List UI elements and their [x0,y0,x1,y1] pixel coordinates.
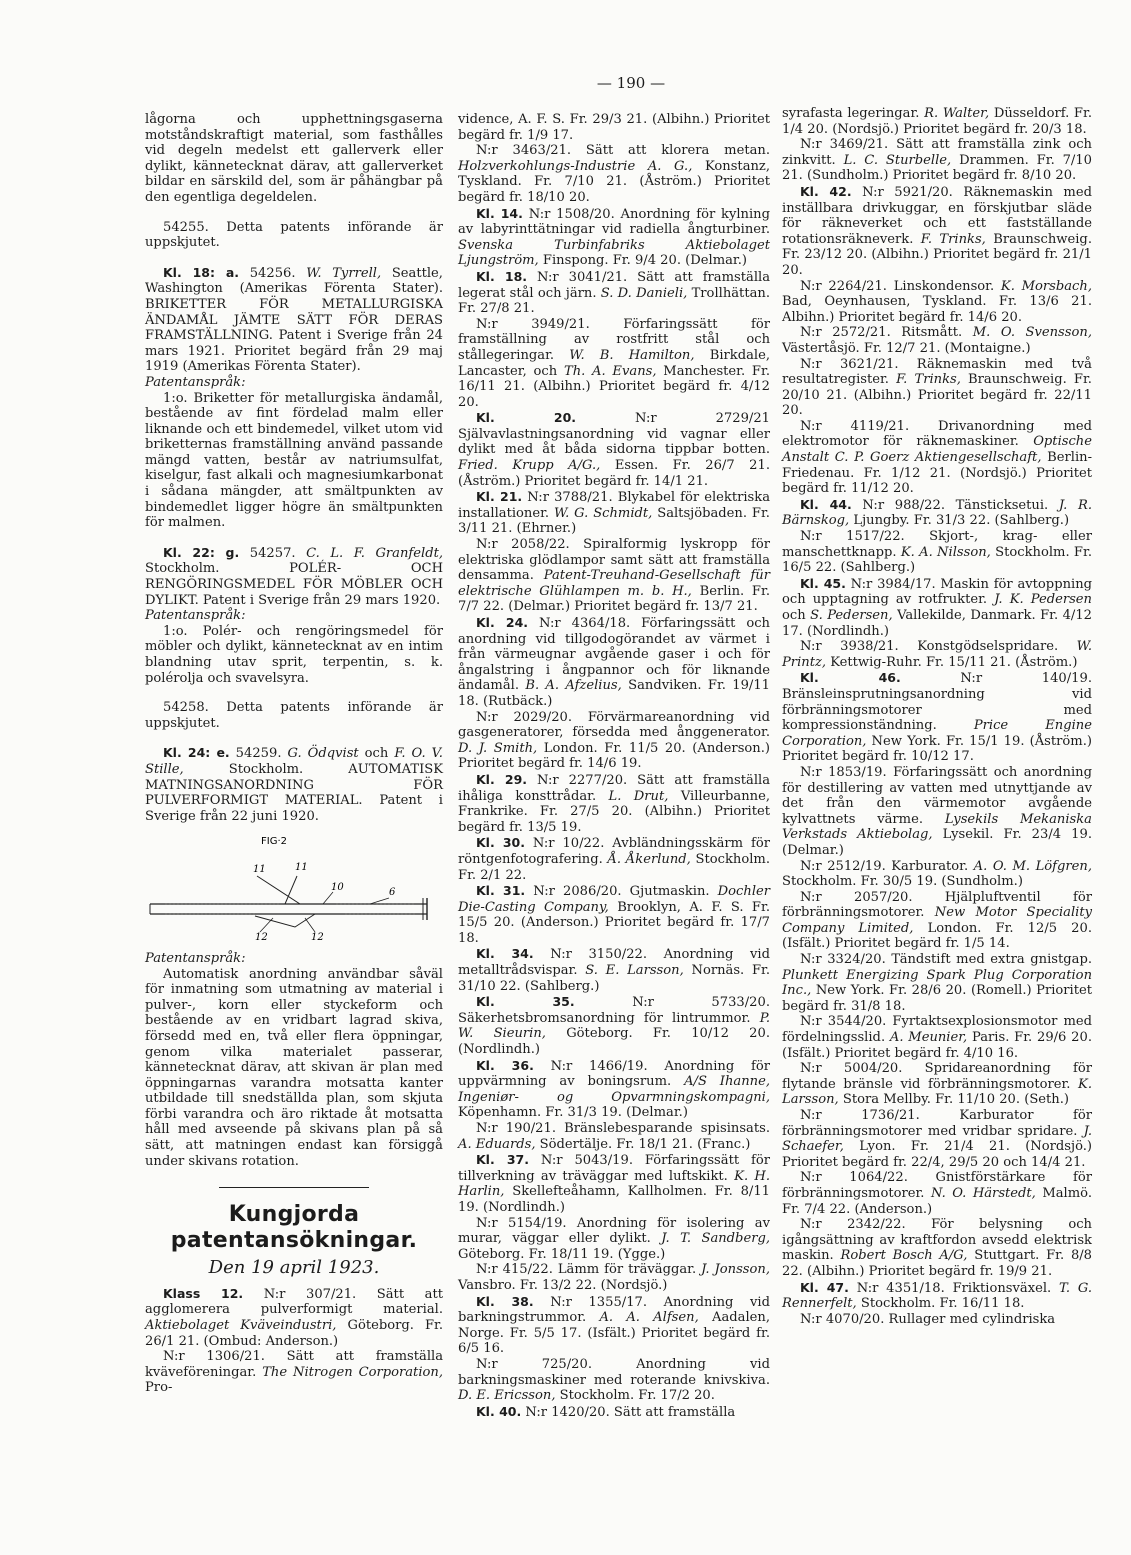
claim-heading: Patentanspråk: [145,608,246,624]
patent-entry: Kl. 47. N:r 4351/18. Friktionsväxel. T. G. Rennerfelt, Stockholm. Fr. 16/11 18. [782,1279,1092,1312]
patent-entry: Kl. 30. N:r 10/22. Avbländningsskärm för röntgenfotografering. Å. Åkerlund, Stockholm. Fr. 2/1 22. [458,835,770,883]
patent-entry: N:r 3621/21. Räknemaskin med två resultatregister. F. Trinks, Braunschweig. Fr. 20/10 21. (Albihn.) Prioritet begärd fr. 22/11 20. [782,356,1092,419]
patent-entry: Kl. 37. N:r 5043/19. Förfaringssätt för tillverkning av träväggar med luftskikt. K. H. Harlin, Skellefteåhamn, Kallholmen. Fr. 8/11 19. (Nordlindh.) [458,1152,770,1215]
patent-entry: N:r 4070/20. Rullager med cylindriska [800,1311,1056,1327]
patent-entry: N:r 3938/21. Konstgödselspridare. W. Printz, Kettwig-Ruhr. Fr. 15/11 21. (Åström.) [782,639,1092,670]
patent-entry: N:r 2264/21. Linskondensor. K. Morsbach, Bad, Oeynhausen, Tyskland. Fr. 13/6 21. Albihn.) Prioritet begärd fr. 14/6 20. [782,278,1092,325]
patent-entry: Kl. 38. N:r 1355/17. Anordning vid barkningstrummor. A. A. Alfsen, Aadalen, Norge. Fr. 5/5 17. (Isfält.) Prioritet begärd fr. 6/5 16. [458,1293,770,1357]
patent-entry: N:r 3469/21. Sätt att framställa zink och zinkvitt. L. C. Sturbelle, Drammen. Fr. 7/10 21. (Sundholm.) Prioritet begärd fr. 8/10 20. [782,137,1092,184]
patent-entry: Kl. 46. N:r 140/19. Bränsleinsprutningsanordning vid förbränningsmotorer med kompressionständning. Price Engine Corporation, New York. Fr. 15/1 19. (Åström.) Prioritet begärd fr. 10/12 17. [782,670,1092,765]
paragraph: 54258. Detta patents införande är uppskjutet. [145,700,443,731]
column-left [145,112,443,1396]
patent-entry: Kl. 24. N:r 4364/18. Förfaringssätt och anordning vid tillgodogörandet av värmet i från värmeugnar avgående gaser i och för ångalstring i ångpannor och för liknande ändamål. B. A. Afzelius, Sandviken. Fr. 19/11 18. (Rutbäck.) [458,615,770,709]
paragraph: Automatisk anordning användbar såväl för inmatning som utmatning av material i pulver-, korn eller styckeform och bestående av en vridbart lagrad skiva, försedd med en, två eller flera öppningar, genom vilka materialet passerar, kännetecknat därav, att skivan är plan med öppningarnas varandra motsatta kanter utbildade till snedställda plan, som skjuta förbi varandra och äro riktade åt motsatta håll med avseende på skivans plan på så sätt, att matningen endast kan försiggå under skivans rotation. [145,966,443,1169]
figure-ref: 12 [311,932,324,941]
column-middle [458,112,770,1420]
patent-entry: N:r 5004/20. Spridareanordning för flytande bränsle vid förbränningsmotorer. K. Larsson, Stora Mellby. Fr. 11/10 20. (Seth.) [782,1061,1092,1108]
patent-entry: N:r 3324/20. Tändstift med extra gnistgap. Plunkett Energizing Spark Plug Corporation Inc., New York. Fr. 28/6 20. (Romell.) Prioritet begärd fr. 31/8 18. [782,952,1092,1014]
patent-entry: Kl. 35. N:r 5733/20. Säkerhetsbromsanordning för lintrummor. P. W. Sieurin, Göteborg. Fr. 10/12 20. (Nordlindh.) [458,994,771,1058]
figure-label: FIG·2 [261,836,287,848]
patent-entry: Kl. 31. N:r 2086/20. Gjutmaskin. Dochler Die-Casting Company, Brooklyn, A. F. S. Fr. 15/5 20. (Anderson.) Prioritet begärd fr. 17/7 18. [458,883,771,946]
patent-entry: Kl. 44. N:r 988/22. Tänsticksetui. J. R. Bärnskog, Ljungby. Fr. 31/3 22. (Sahlberg.) [782,496,1092,529]
patent-entry: Kl. 14. N:r 1508/20. Anordning för kylning av labyrinttätningar vid radiella ångturbiner. Svenska Turbinfabriks Aktiebolaget Ljungström, Finspong. Fr. 9/4 20. (Delmar.) [458,205,770,269]
patent-figure [145,832,443,940]
patent-entry: N:r 1853/19. Förfaringssätt och anordning för destillering av vatten med utnyttjande av det från den värmemotor avgående kylvattnets värme. Lysekils Mekaniska Verkstads Aktiebolag, Lysekil. Fr. 23/4 19. (Delmar.) [782,764,1092,858]
patent-entry: N:r 2029/20. Förvärmareanordning vid gasgeneratorer, försedda med ånggenerator. D. J. Smith, London. Fr. 11/5 20. (Anderson.) Prioritet begärd fr. 14/6 19. [458,709,770,772]
patent-entry: Kl. 42. N:r 5921/20. Räknemaskin med inställbara drivkuggar, en förskjutbar släde för räkneverket och ett fastställande rotationsräkneverk. F. Trinks, Braunschweig. Fr. 23/12 20. (Albihn.) Prioritet begärd fr. 21/1 20. [782,183,1092,278]
paragraph: 1:o. Polér- och rengöringsmedel för möbler och dylikt, kännetecknat av en intim blandning utav sprit, terpentin, s. k. polérolja och svavelsyra. [145,623,443,686]
figure-ref: 11 [253,864,266,876]
patent-entry: Kl. 29. N:r 2277/20. Sätt att framställa ihåliga konsttrådar. L. Drut, Villeurbanne, Frankrike. Fr. 27/5 20. (Albihn.) Prioritet begärd fr. 13/5 19. [458,771,771,835]
figure-ref: 11 [295,862,308,874]
patent-entry: N:r 4119/21. Drivanordning med elektromotor för räknemaskiner. Optische Anstalt C. P. Goerz Aktiengesellschaft, Berlin-Friedenau. Fr. 1/12 21. (Nordsjö.) Prioritet begärd fr. 11/12 20. [782,418,1092,497]
patent-entry: Kl. 45. N:r 3984/17. Maskin för avtoppning och upptagning av rotfrukter. J. K. Pedersen och S. Pedersen, Vallekilde, Danmark. Fr. 4/12 17. (Nordlindh.) [782,575,1093,639]
patent-entry: N:r 1306/21. Sätt att framställa kväveföreningar. The Nitrogen Corporation, Pro- [145,1349,443,1396]
patent-entry: Kl. 40. N:r 1420/20. Sätt att framställa [476,1403,736,1420]
patent-entry: N:r 2342/22. För belysning och igångsättning av kraftfordon avsedd elektrisk maskin. Robert Bosch A/G, Stuttgart. Fr. 8/8 22. (Albihn.) Prioritet begärd fr. 19/9 21. [782,1217,1093,1279]
figure-ref: 6 [389,887,396,899]
patent-entry: N:r 5154/19. Anordning för isolering av murar, väggar eller dylikt. J. T. Sandberg, Göteborg. Fr. 18/11 19. (Ygge.) [458,1215,770,1262]
figure-ref: 12 [255,932,268,941]
paragraph: lågorna och upphettningsgaserna motståndskraftigt material, som fasthålles vid degeln medelst ett gallerverk eller dylikt, kännetecknat därav, att gallerverket bildar en särskild del, som är påhängbar på den egentliga degeldelen. [145,112,443,205]
patent-entry: Kl. 20. N:r 2729/21 Självavlastningsanordning vid vagnar eller dylikt med åt båda sidorna tippbar botten. Fried. Krupp A/G., Essen. Fr. 26/7 21. (Åström.) Prioritet begärd fr. 14/1 21. [458,410,770,489]
claim-heading: Patentanspråk: [145,374,246,390]
patent-entry: syrafasta legeringar. R. Walter, Düsseldorf. Fr. 1/4 20. (Nordsjö.) Prioritet begärd fr. 20/3 18. [782,106,1093,137]
patent-entry: Klass 12. N:r 307/21. Sätt att agglomerera pulverformigt material. Aktiebolaget Kväveindustri, Göteborg. Fr. 26/1 21. (Ombud: Anderson.) [145,1285,444,1349]
patent-entry: N:r 725/20. Anordning vid barkningsmaskiner med roterande knivskiva. D. E. Ericsson, Stockholm. Fr. 17/2 20. [458,1356,770,1404]
patent-entry: N:r 1064/22. Gnistförstärkare för förbränningsmotorer. N. O. Härstedt, Malmö. Fr. 7/4 22. (Anderson.) [782,1170,1092,1217]
patent-entry: Kl. 18. N:r 3041/21. Sätt att framställa legerat stål och järn. S. D. Danieli, Trollhättan. Fr. 27/8 21. [458,268,771,317]
patent-entry: Kl. 21. N:r 3788/21. Blykabel för elektriska installationer. W. G. Schmidt, Saltsjöbaden. Fr. 3/11 21. (Ehrner.) [458,489,770,537]
patent-entry: N:r 190/21. Bränslebesparande spisinsats. A. Eduards, Södertälje. Fr. 18/1 21. (Franc.) [458,1121,770,1152]
patent-entry: Kl. 24: e. 54259. G. Ödqvist och F. O. V. Stille, Stockholm. AUTOMATISK MATNINGSANORDNING FÖR PULVERFORMIGT MATERIAL. Patent i Sverige från 22 juni 1920. [145,745,443,824]
page-number: — 190 — [596,74,666,92]
paragraph: vidence, A. F. S. Fr. 29/3 21. (Albihn.) Prioritet begärd fr. 1/9 17. [458,112,770,143]
patent-entry: Kl. 36. N:r 1466/19. Anordning för uppvärmning av boningsrum. A/S Ihanne, Ingeniør- og Opvarmningskompagni, Köpenhamn. Fr. 31/3 19. (Delmar.) [458,1057,770,1121]
patent-entry: Kl. 34. N:r 3150/22. Anordning vid metalltrådsvispar. S. E. Larsson, Nornäs. Fr. 31/10 22. (Sahlberg.) [458,946,771,994]
section-date: Den 19 april 1923. [208,1257,380,1279]
patent-entry: N:r 3544/20. Fyrtaktsexplosionsmotor med fördelningsslid. A. Meunier, Paris. Fr. 29/6 20. (Isfält.) Prioritet begärd fr. 4/10 16. [782,1014,1092,1061]
patent-entry: N:r 2572/21. Ritsmått. M. O. Svensson, Västertåsjö. Fr. 12/7 21. (Montaigne.) [782,325,1092,356]
patent-entry: Kl. 18: a. 54256. W. Tyrrell, Seattle, Washington (Amerikas Förenta Stater). BRIKETTER FÖR METALLURGISKA ÄNDAMÅL JÄMTE SÄTT FÖR DERAS FRAMSTÄLLNING. Patent i Sverige från 24 mars 1921. Prioritet begärd från 29 maj 1919 (Amerikas Förenta Stater). [145,264,443,375]
patent-entry: N:r 3463/21. Sätt att klorera metan. Holzverkohlungs-Industrie A. G., Konstanz, Tyskland. Fr. 7/10 21. (Åström.) Prioritet begärd fr. 18/10 20. [458,143,770,205]
patent-entry: N:r 1736/21. Karburator för förbränningsmotorer med vridbar spridare. J. Schaefer, Lyon. Fr. 21/4 21. (Nordsjö.) Prioritet begärd fr. 22/4, 29/5 20 och 14/4 21. [782,1108,1092,1170]
patent-entry: Kl. 22: g. 54257. C. L. F. Granfeldt, Stockholm. POLÉR- OCH RENGÖRINGSMEDEL FÖR MÖBLER OCH DYLIKT. Patent i Sverige från 29 mars 1920. [145,544,444,608]
claim-heading: Patentanspråk: [145,950,246,966]
paragraph: 1:o. Briketter för metallurgiska ändamål, bestående av fint fördelad malm eller liknande och ett bindemedel, vilket utom vid briketternas framställning använd passande mängd vatten, består av natriumsulfat, kiselgur, fast alkali och magnesiumkarbonat i sådana mängder, att smältpunkten av bindemedlet ligger högre än smältpunkten för malmen. [145,390,443,531]
patent-entry: N:r 1517/22. Skjort-, krag- eller manschettknapp. K. A. Nilsson, Stockholm. Fr. 16/5 22. (Sahlberg.) [782,529,1092,576]
figure-ref: 10 [331,882,344,894]
paragraph: 54255. Detta patents införande är uppskjutet. [145,219,443,251]
patent-entry: N:r 415/22. Lämm för träväggar. J. Jonsson, Vansbro. Fr. 13/2 22. (Nordsjö.) [458,1262,770,1293]
patent-entry: N:r 2512/19. Karburator. A. O. M. Löfgren, Stockholm. Fr. 30/5 19. (Sundholm.) [782,858,1092,890]
section-title: Kungjorda patentansökningar. [170,1202,418,1254]
patent-entry: N:r 2057/20. Hjälpluftventil för förbränningsmotorer. New Motor Speciality Company Limited, London. Fr. 12/5 20. (Isfält.) Prioritet begärd fr. 1/5 14. [782,889,1092,952]
column-right [782,106,1092,1327]
patent-entry: N:r 2058/22. Spiralformig lyskropp för elektriska glödlampor samt sätt att framställa densamma. Patent-Treuhand-Gesellschaft für elektrische Glühlampen m. b. H., Berlin. Fr. 7/7 22. (Delmar.) Prioritet begärd fr. 13/7 21. [458,537,770,615]
divider [219,1187,369,1188]
patent-entry: N:r 3949/21. Förfaringssätt för framställning av rostfritt stål och stållegeringar. W. B. Hamilton, Birkdale, Lancaster, och Th. A. Evans, Manchester. Fr. 16/11 21. (Albihn.) Prioritet begärd fr. 4/12 20. [458,316,770,410]
